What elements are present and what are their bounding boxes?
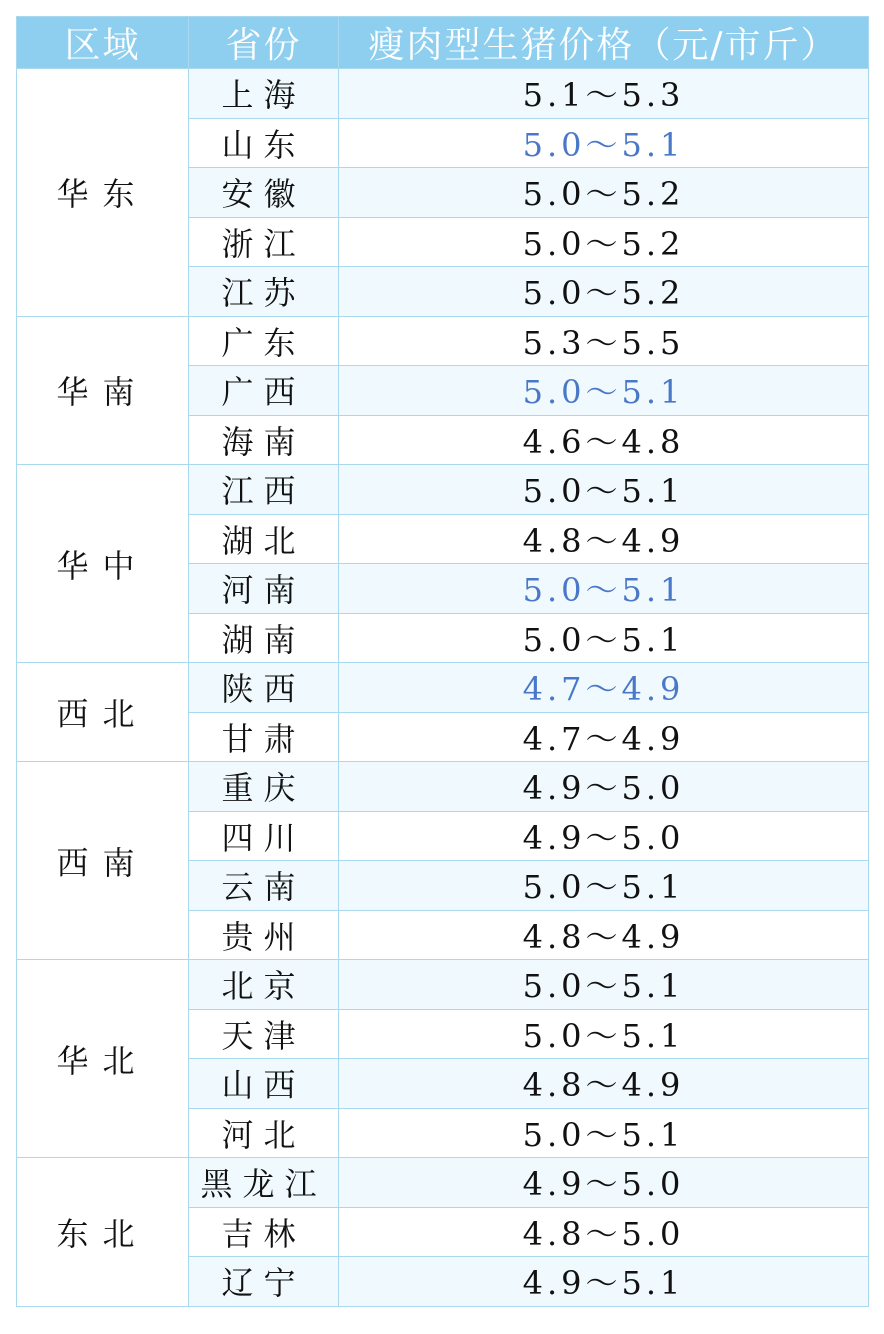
province-cell: 黑龙江 (189, 1158, 339, 1208)
price-cell: 5.0～5.1 (339, 1009, 869, 1059)
price-cell: 4.8～4.9 (339, 910, 869, 960)
table-row (17, 960, 869, 1010)
region-column-header: 区域 (17, 17, 189, 69)
province-cell: 江西 (189, 465, 339, 515)
price-cell: 4.7～4.9 (339, 712, 869, 762)
price-cell: 5.0～5.1 (339, 960, 869, 1010)
price-cell: 4.7～4.9 (339, 663, 869, 713)
province-cell: 四川 (189, 811, 339, 861)
province-cell: 上海 (189, 69, 339, 119)
price-cell: 5.0～5.1 (339, 613, 869, 663)
price-cell: 5.0～5.2 (339, 217, 869, 267)
table-row (17, 663, 869, 713)
price-cell: 5.0～5.2 (339, 168, 869, 218)
province-column-header: 省份 (189, 17, 339, 69)
price-cell: 4.8～5.0 (339, 1207, 869, 1257)
table-row (17, 69, 869, 119)
province-cell: 湖南 (189, 613, 339, 663)
province-cell: 重庆 (189, 762, 339, 812)
price-cell: 5.0～5.1 (339, 564, 869, 614)
price-cell: 4.9～5.1 (339, 1257, 869, 1307)
province-cell: 山东 (189, 118, 339, 168)
price-cell: 5.3～5.5 (339, 316, 869, 366)
price-cell: 4.9～5.0 (339, 811, 869, 861)
province-cell: 陕西 (189, 663, 339, 713)
province-cell: 贵州 (189, 910, 339, 960)
province-cell: 海南 (189, 415, 339, 465)
province-cell: 广东 (189, 316, 339, 366)
price-cell: 5.0～5.1 (339, 366, 869, 416)
price-column-header: 瘦肉型生猪价格（元/市斤） (339, 17, 869, 69)
price-cell: 4.8～4.9 (339, 1059, 869, 1109)
province-cell: 广西 (189, 366, 339, 416)
price-cell: 5.0～5.1 (339, 118, 869, 168)
province-cell: 安徽 (189, 168, 339, 218)
province-cell: 河北 (189, 1108, 339, 1158)
table-row (17, 762, 869, 812)
region-cell: 华中 (17, 465, 189, 663)
province-cell: 吉林 (189, 1207, 339, 1257)
region-cell: 西南 (17, 762, 189, 960)
price-cell: 5.0～5.1 (339, 465, 869, 515)
region-cell: 西北 (17, 663, 189, 762)
province-cell: 甘肃 (189, 712, 339, 762)
province-cell: 浙江 (189, 217, 339, 267)
table-body (17, 69, 869, 1307)
pig-price-table (16, 16, 869, 1307)
price-cell: 4.6～4.8 (339, 415, 869, 465)
header-row (17, 17, 869, 69)
province-cell: 云南 (189, 861, 339, 911)
price-cell: 4.9～5.0 (339, 762, 869, 812)
price-cell: 5.1～5.3 (339, 69, 869, 119)
price-cell: 5.0～5.1 (339, 1108, 869, 1158)
province-cell: 山西 (189, 1059, 339, 1109)
table-row (17, 316, 869, 366)
price-cell: 5.0～5.2 (339, 267, 869, 317)
province-cell: 河南 (189, 564, 339, 614)
price-cell: 4.8～4.9 (339, 514, 869, 564)
province-cell: 湖北 (189, 514, 339, 564)
province-cell: 辽宁 (189, 1257, 339, 1307)
table-row (17, 465, 869, 515)
province-cell: 江苏 (189, 267, 339, 317)
region-cell: 华东 (17, 69, 189, 317)
region-cell: 华南 (17, 316, 189, 465)
price-cell: 5.0～5.1 (339, 861, 869, 911)
region-cell: 东北 (17, 1158, 189, 1307)
province-cell: 天津 (189, 1009, 339, 1059)
table-row (17, 1158, 869, 1208)
price-cell: 4.9～5.0 (339, 1158, 869, 1208)
region-cell: 华北 (17, 960, 189, 1158)
province-cell: 北京 (189, 960, 339, 1010)
